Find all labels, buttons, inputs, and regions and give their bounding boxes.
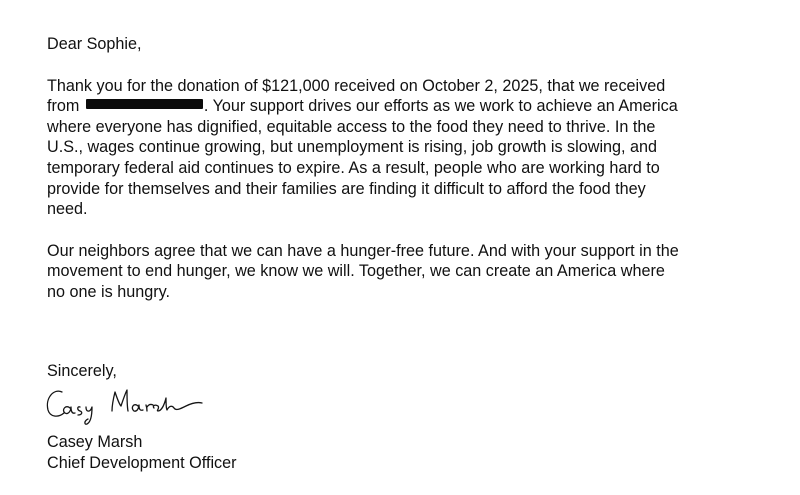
text-line: U.S., wages continue growing, but unemployment is rising, job growth is slowing, and <box>47 138 658 157</box>
salutation: Dear Sophie, <box>47 35 142 53</box>
text-fragment: from <box>47 97 80 116</box>
text-line: Thank you for the donation of $121,000 received on October 2, 2025, that we received <box>47 76 666 95</box>
text-line: need. <box>47 200 88 219</box>
redacted-donor-name <box>86 99 203 109</box>
text-fragment: . Your support drives our efforts as we work to achieve an America <box>203 97 678 116</box>
signer-title: Chief Development Officer <box>47 453 237 472</box>
handwritten-signature <box>40 384 210 426</box>
text-line: provide for themselves and their families are finding it difficult to afford the food they <box>47 179 646 198</box>
text-line: where everyone has dignified, equitable access to the food they need to thrive. In the <box>47 117 656 136</box>
text-line: Our neighbors agree that we can have a hunger-free future. And with your support in the <box>47 241 679 260</box>
closing: Sincerely, <box>47 362 117 380</box>
text-line: movement to end hunger, we know we will. Together, we can create an America where <box>47 262 665 281</box>
letter-body <box>47 34 782 303</box>
paragraph-donation-thanks <box>47 76 782 220</box>
paragraph-hunger-free-future <box>47 241 782 303</box>
signer-name: Casey Marsh <box>47 433 143 451</box>
text-line: temporary federal aid continues to expire. As a result, people who are working hard to <box>47 158 660 177</box>
text-line <box>47 96 782 117</box>
text-line: no one is hungry. <box>47 282 170 301</box>
signature-block <box>47 432 237 473</box>
